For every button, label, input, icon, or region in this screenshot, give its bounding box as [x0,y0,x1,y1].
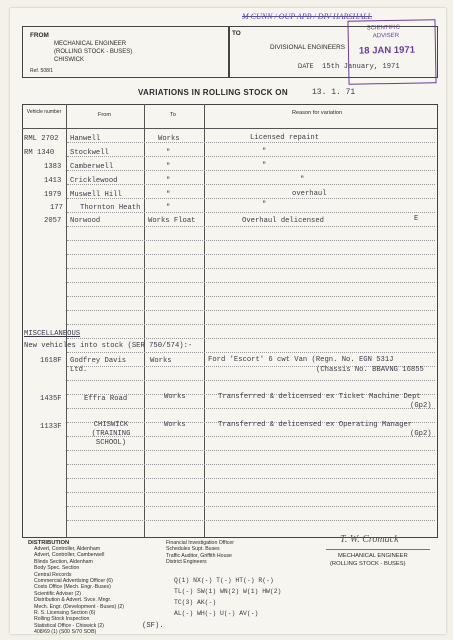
row-6-vehicle: 177 [50,204,63,212]
dist-left-item: Central Records [34,571,72,578]
row-2-from: Stockwell [70,149,109,157]
row-4-to: " [166,177,171,185]
dist-codes-item: TC(3) AK(-) [174,599,217,606]
row-4-reason: " [300,176,305,184]
signatory-title-1: MECHANICAL ENGINEER [338,553,408,559]
dist-left-item: Mech. Engr. (Development - Buses) (2) [34,603,124,610]
district-codes [174,575,281,619]
distribution-left-list [34,546,124,636]
ruled-line [67,212,435,213]
row-6-from: Thornton Heath [80,204,141,212]
dist-mid-item: Traffic Auditor, Griffith House [166,552,232,559]
misc-3-reason: Transferred & delicensed ex Operating Manager [218,421,413,429]
ruled-line [67,282,435,283]
dist-mid-item: Financial Investigation Officer [166,540,234,546]
ruled-line [67,478,435,479]
ruled-line [67,324,435,325]
document-sheet [10,8,446,634]
row-6-reason: " [262,201,267,209]
misc-1-reason: Ford 'Escort' 6 cwt Van (Regn. No. EGN 531J [208,356,394,364]
misc-1-from: Godfrey Davis Ltd. [70,357,127,374]
dist-mid-item: Schedules Supt. Buses [166,546,220,553]
dist-left-item: Statistical Office - Chiswick (2) [34,622,104,629]
ruled-line [67,254,435,255]
date-label: DATE [298,64,314,70]
dist-mid-item: District Engineers [166,559,207,566]
misc-2-vehicle: 1435F [40,395,62,403]
dist-codes-item: Q(1) NX(-) T(-) HT(-) R(-) [174,577,274,584]
ruled-line [67,450,435,451]
ruled-line [67,352,435,353]
misc-3-reason-2: (Gp2) [410,430,432,438]
row-1-from: Hanwell [70,135,101,143]
misc-2-reason: Transferred & delicensed ex Ticket Machine Dept [218,393,421,401]
signatory-title-2: (ROLLING STOCK - BUSES) [330,561,406,567]
handwritten-routing-note: M CUNN / OUP APB / DIV HARSHALL [242,12,373,21]
row-4-vehicle: 1413 [44,177,62,185]
ruled-line [67,380,435,381]
row-5-vehicle: 1979 [44,191,62,199]
dist-left-item: Advert, Controller, Camberwell [34,552,105,559]
row-7-to: Works Float [148,217,196,225]
distribution-heading: DISTRIBUTION [28,540,70,546]
col-header-reason: Reason for variation [292,110,343,116]
misc-1-to: Works [150,357,172,365]
dist-left-item: Advert, Controller, Aldenham [34,546,101,552]
distribution-ref-mark: (SF). [142,622,164,630]
dist-left-item: Body Spec. Section [34,565,80,572]
dist-left-item: Rolling Stock Inspection [34,616,90,623]
dist-codes-item: TL(-) SW(1) WN(2) W(1) HW(2) [174,588,282,595]
misc-3-vehicle: 1133F [40,423,62,431]
row-5-from: Muswell Hill [70,191,122,199]
misc-new-vehicles: New vehicles into stock (SER 750/574):- [24,342,193,350]
from-line-3: CHISWICK [54,57,84,63]
ruled-line [67,520,435,521]
from-line-1: MECHANICAL ENGINEER [54,41,127,47]
ruled-line [67,296,435,297]
row-7-vehicle: 2057 [44,217,62,225]
row-7-mark: E [414,215,419,223]
ruled-line [67,240,435,241]
table-header-divider [22,128,437,129]
row-7-from: Norwood [70,217,101,225]
ruled-line [67,142,435,143]
misc-heading: MISCELLANEOUS [24,330,81,338]
col-divider-1 [66,104,67,537]
from-label: FROM [30,32,49,39]
dist-codes-item: AL(-) WH(-) U(-) AV(-) [174,610,259,617]
dist-left-item: Commercial Advertising Officer (6) [34,578,113,585]
misc-2-to: Works [164,393,186,401]
row-1-to: Works [158,135,180,143]
row-1-vehicle: RML 2702 [24,135,59,143]
ruled-line [67,226,435,227]
misc-2-from: Effra Road [84,395,128,403]
misc-3-to: Works [164,421,186,429]
row-3-from: Camberwell [70,163,114,171]
row-1-reason: Licensed repaint [250,134,320,142]
stamp-date: 18 JAN 1971 [358,44,416,57]
signature: T. W. Cromack [340,534,399,545]
row-3-reason: " [262,162,267,170]
dist-left-item: 408/69 (1) (S00 S/70 SOB) [34,629,97,636]
from-line-2: (ROLLING STOCK - BUSES) [54,49,133,55]
received-stamp [347,19,436,85]
to-value: DIVISIONAL ENGINEERS [270,44,346,51]
row-2-reason: " [262,148,267,156]
ruled-line [67,408,435,409]
col-header-from: From [98,112,112,118]
ruled-line [67,464,435,465]
stamp-line-1: SCIENTIFIC [366,24,400,32]
ruled-line [67,268,435,269]
stamp-line-2: ADVISER [372,32,400,40]
row-4-from: Cricklewood [70,177,118,185]
col-header-to: To [170,112,176,118]
row-3-to: " [166,163,171,171]
row-3-vehicle: 1383 [44,163,62,171]
to-label: TO [232,30,241,37]
misc-3-from: CHISWICK (TRAINING SCHOOL) [91,421,131,447]
col-divider-3 [204,104,205,537]
ruled-line [67,156,435,157]
col-divider-2 [144,104,145,537]
ruled-line [67,198,435,199]
row-5-reason: overhaul [292,190,327,198]
row-5-to: " [166,191,171,199]
dist-left-item: Distribution & Advert. Svce. Mngr. [34,597,112,604]
ruled-line [67,506,435,507]
ruled-line [67,338,435,339]
row-2-vehicle: RM 1340 [24,149,55,157]
dist-left-item: Scientific Adviser (2) [34,590,81,597]
date-value: 15th January, 1971 [322,63,400,71]
ruled-line [67,310,435,311]
misc-2-reason-2: (Gp2) [410,402,432,410]
document-title: VARIATIONS IN ROLLING STOCK ON [138,88,288,97]
ruled-line [67,170,435,171]
distribution-mid-list [166,540,234,566]
dist-left-item: Blinds Section, Aldenham [34,558,93,565]
col-header-vehicle: Vehicle number [26,109,62,115]
variation-date: 13. 1. 71 [312,88,356,97]
misc-1-vehicle: 1618F [40,357,62,365]
dist-left-item: Costs Office (Mech. Engr.-Buses) [34,584,111,591]
row-7-reason: Overhaul delicensed [242,217,324,225]
ruled-line [67,184,435,185]
misc-1-reason-2: (Chassis No. BBAVNG 16855 [316,366,424,374]
dist-left-item: R. S. Licensing Section (6) [34,610,96,617]
signature-line [326,549,430,550]
row-2-to: " [166,149,171,157]
reference-number: Ref. 508/1 [30,68,54,74]
ruled-line [67,492,435,493]
row-6-to: " [166,204,171,212]
